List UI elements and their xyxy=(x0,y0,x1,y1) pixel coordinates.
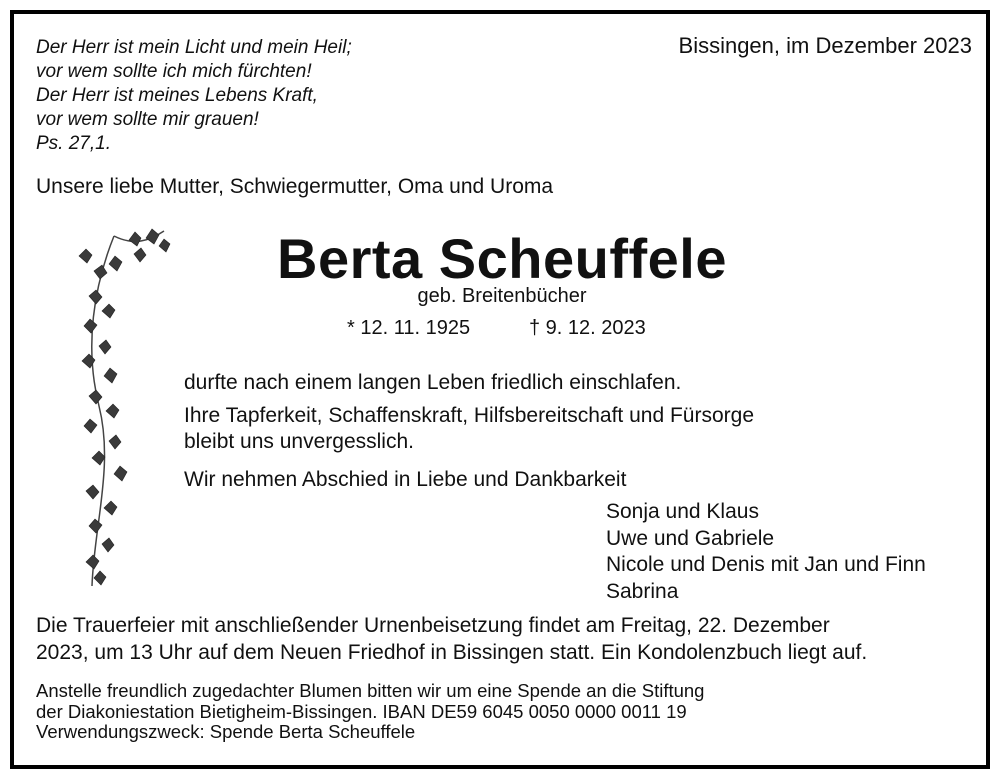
place-date: Bissingen, im Dezember 2023 xyxy=(678,33,972,58)
mourner-name: Sabrina xyxy=(606,579,679,603)
birth-name: geb. Breitenbücher xyxy=(417,285,587,307)
birth-date: * 12. 11. 1925 xyxy=(347,317,471,339)
donation-info xyxy=(36,681,704,743)
mourner-name: Uwe und Gabriele xyxy=(606,526,775,550)
message-line: Ihre Tapferkeit, Schaffenskraft, Hilfsbereitschaft und Fürsorge xyxy=(184,404,755,427)
farewell-line: Wir nehmen Abschied in Liebe und Dankbarkeit xyxy=(184,468,627,491)
mourners-list xyxy=(606,499,926,605)
verse-line: Der Herr ist meines Lebens Kraft, xyxy=(36,85,318,106)
mourner-name: Nicole und Denis mit Jan und Finn xyxy=(606,553,926,576)
message-line: durfte nach einem langen Leben friedlich einschlafen. xyxy=(184,371,682,394)
verse-line: vor wem sollte ich mich fürchten! xyxy=(36,61,312,82)
verse-line: Der Herr ist mein Licht und mein Heil; xyxy=(36,37,352,58)
verse-line: vor wem sollte mir grauen! xyxy=(36,109,259,130)
intro-text: Unsere liebe Mutter, Schwiegermutter, Oma und Uroma xyxy=(36,175,554,198)
bible-verse xyxy=(36,36,352,156)
message-line: bleibt uns unvergesslich. xyxy=(184,430,414,453)
funeral-line: 2023, um 13 Uhr auf dem Neuen Friedhof in Bissingen statt. Ein Kondolenzbuch liegt auf. xyxy=(36,641,868,664)
donation-line: Verwendungszweck: Spende Berta Scheuffele xyxy=(36,721,416,742)
donation-line: Anstelle freundlich zugedachter Blumen bitten wir um eine Spende an die Stiftung xyxy=(36,680,705,701)
mourner-name: Sonja und Klaus xyxy=(606,500,759,523)
obituary-notice xyxy=(10,10,990,769)
funeral-line: Die Trauerfeier mit anschließender Urnenbeisetzung findet am Freitag, 22. Dezember xyxy=(36,614,830,637)
death-date: † 9. 12. 2023 xyxy=(529,317,646,339)
donation-line: der Diakoniestation Bietigheim-Bissingen. IBAN DE59 6045 0050 0000 0011 19 xyxy=(36,700,687,722)
verse-reference: Ps. 27,1. xyxy=(36,133,111,154)
funeral-info xyxy=(36,612,970,666)
deceased-name: Berta Scheuffele xyxy=(277,227,727,290)
